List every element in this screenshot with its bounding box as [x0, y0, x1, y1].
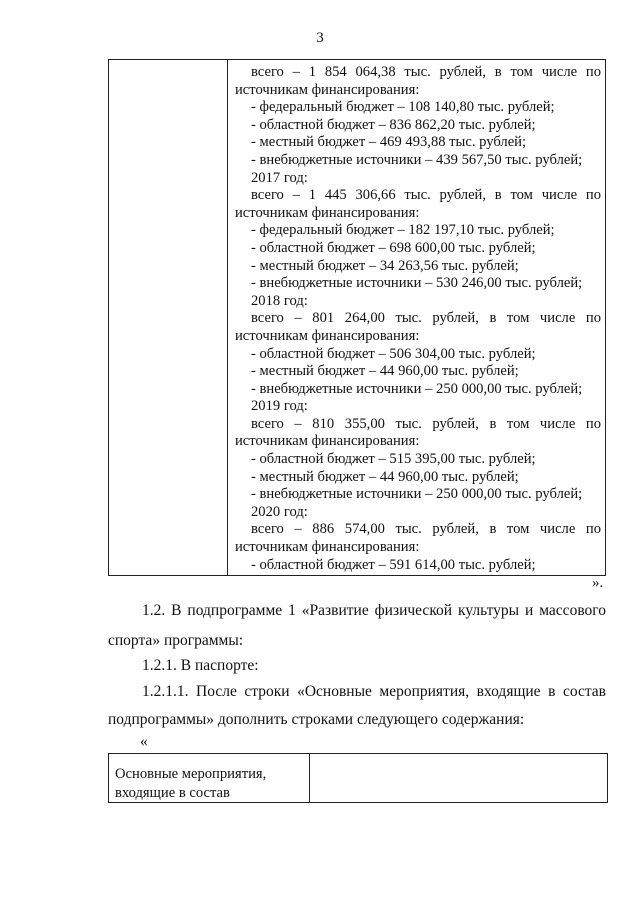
funding-line-item: - местный бюджет – 34 263,56 тыс. рублей;	[251, 257, 519, 274]
funding-line-total-cont: всего – 1 854 064,38 тыс. рублей, в том числе по	[251, 64, 601, 80]
funding-line-cont: источникам финансирования:	[235, 204, 420, 221]
funding-table-label-cell	[109, 60, 228, 575]
funding-line-total: всего – 886 574,00 тыс. рублей, в том числе по	[251, 521, 601, 538]
closing-quote: ».	[592, 575, 604, 591]
funding-line-item	[235, 574, 601, 575]
funding-line-item: - областной бюджет – 515 395,00 тыс. рублей;	[251, 451, 536, 468]
funding-line-item: - внебюджетные источники – 439 567,50 тыс. рублей;	[251, 151, 583, 168]
funding-line-year: 2019 год:	[251, 398, 308, 415]
page-number: 3	[316, 30, 324, 46]
funding-table	[108, 59, 606, 576]
funding-line-item: - федеральный бюджет – 108 140,80 тыс. рублей;	[251, 99, 555, 116]
funding-line-item: - областной бюджет – 591 614,00 тыс. рублей;	[251, 556, 536, 573]
funding-line-item: - областной бюджет – 698 600,00 тыс. рублей;	[251, 239, 536, 256]
funding-line-item: - местный бюджет – 44 960,00 тыс. рублей;	[251, 468, 519, 485]
funding-line-item: - федеральный бюджет – 182 197,10 тыс. рублей;	[251, 222, 555, 239]
paragraph-1-2-1-1-line1: 1.2.1.1. После строки «Основные мероприятия, входящие в состав	[142, 683, 606, 700]
funding-line-item: - местный бюджет – 469 493,88 тыс. рублей;	[251, 134, 527, 151]
funding-line-cont: источникам финансирования:	[235, 81, 420, 98]
activities-label-line2: входящие в состав	[115, 785, 230, 801]
funding-line-year: 2020 год:	[251, 503, 308, 520]
funding-line-cont: источникам финансирования:	[235, 539, 420, 556]
funding-line-cont: источникам финансирования:	[235, 433, 420, 450]
paragraph-1-2-line2: спорта» программы:	[108, 632, 244, 649]
funding-line-cont: источникам финансирования:	[235, 327, 420, 344]
funding-line-year: 2018 год:	[251, 292, 308, 309]
funding-line-item: - внебюджетные источники – 250 000,00 тыс. рублей;	[251, 380, 583, 397]
funding-line-year: 2017 год:	[251, 169, 308, 186]
funding-line-item: - областной бюджет – 506 304,00 тыс. рублей;	[251, 345, 536, 362]
paragraph-1-2-line1: 1.2. В подпрограмме 1 «Развитие физической культуры и массового	[142, 602, 606, 619]
funding-line-total: всего – 801 264,00 тыс. рублей, в том числе по	[251, 310, 601, 327]
funding-line-item: - местный бюджет – 44 960,00 тыс. рублей;	[251, 363, 519, 380]
funding-table-value-cell	[228, 60, 605, 575]
activities-label-line1: Основные мероприятия,	[115, 766, 267, 782]
funding-line-item: - внебюджетные источники – 530 246,00 тыс. рублей;	[251, 275, 583, 292]
paragraph-1-2-1: 1.2.1. В паспорте:	[142, 657, 259, 674]
open-quote: «	[140, 733, 148, 750]
activities-table	[108, 753, 608, 803]
activities-label-cell	[109, 754, 310, 802]
activities-value-cell	[310, 754, 607, 802]
funding-line-item: - областной бюджет – 836 862,20 тыс. рублей;	[251, 116, 536, 133]
funding-line-item: - внебюджетные источники – 250 000,00 тыс. рублей;	[251, 486, 583, 503]
paragraph-1-2-1-1-line2: подпрограммы» дополнить строками следующего содержания:	[108, 711, 525, 728]
funding-line-total: всего – 1 445 306,66 тыс. рублей, в том числе по	[251, 187, 601, 204]
funding-line-total: всего – 810 355,00 тыс. рублей, в том числе по	[251, 415, 601, 432]
